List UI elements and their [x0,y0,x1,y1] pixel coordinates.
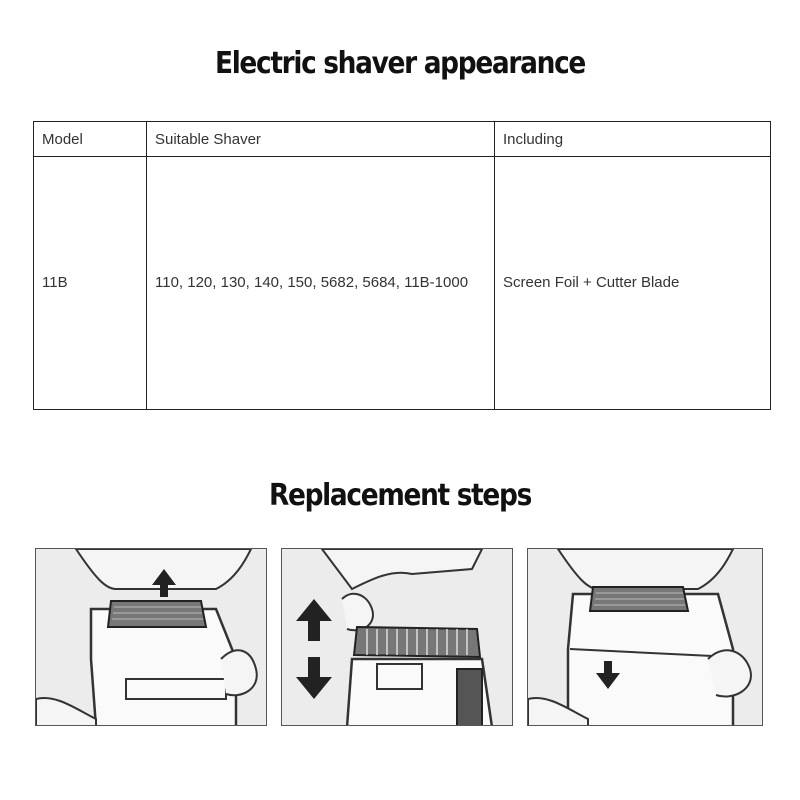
header-model: Model [34,122,147,157]
cutter-blade-illustration [282,549,513,726]
insert-foil-illustration [528,549,763,726]
cell-model: 11B [34,157,147,410]
step-1-illustration [35,548,267,726]
spec-table [33,121,771,410]
steps-title: Replacement steps [269,478,531,513]
header-suitable-shaver: Suitable Shaver [147,122,495,157]
table-row [34,157,771,410]
step-2-illustration [281,548,513,726]
cell-suitable-shaver: 110, 120, 130, 140, 150, 5682, 5684, 11B-1000 [147,157,495,410]
remove-foil-illustration [36,549,267,726]
step-3-illustration [527,548,763,726]
table-header-row [34,122,771,157]
header-including: Including [495,122,771,157]
page-title: Electric shaver appearance [214,46,586,81]
cell-including: Screen Foil + Cutter Blade [495,157,771,410]
